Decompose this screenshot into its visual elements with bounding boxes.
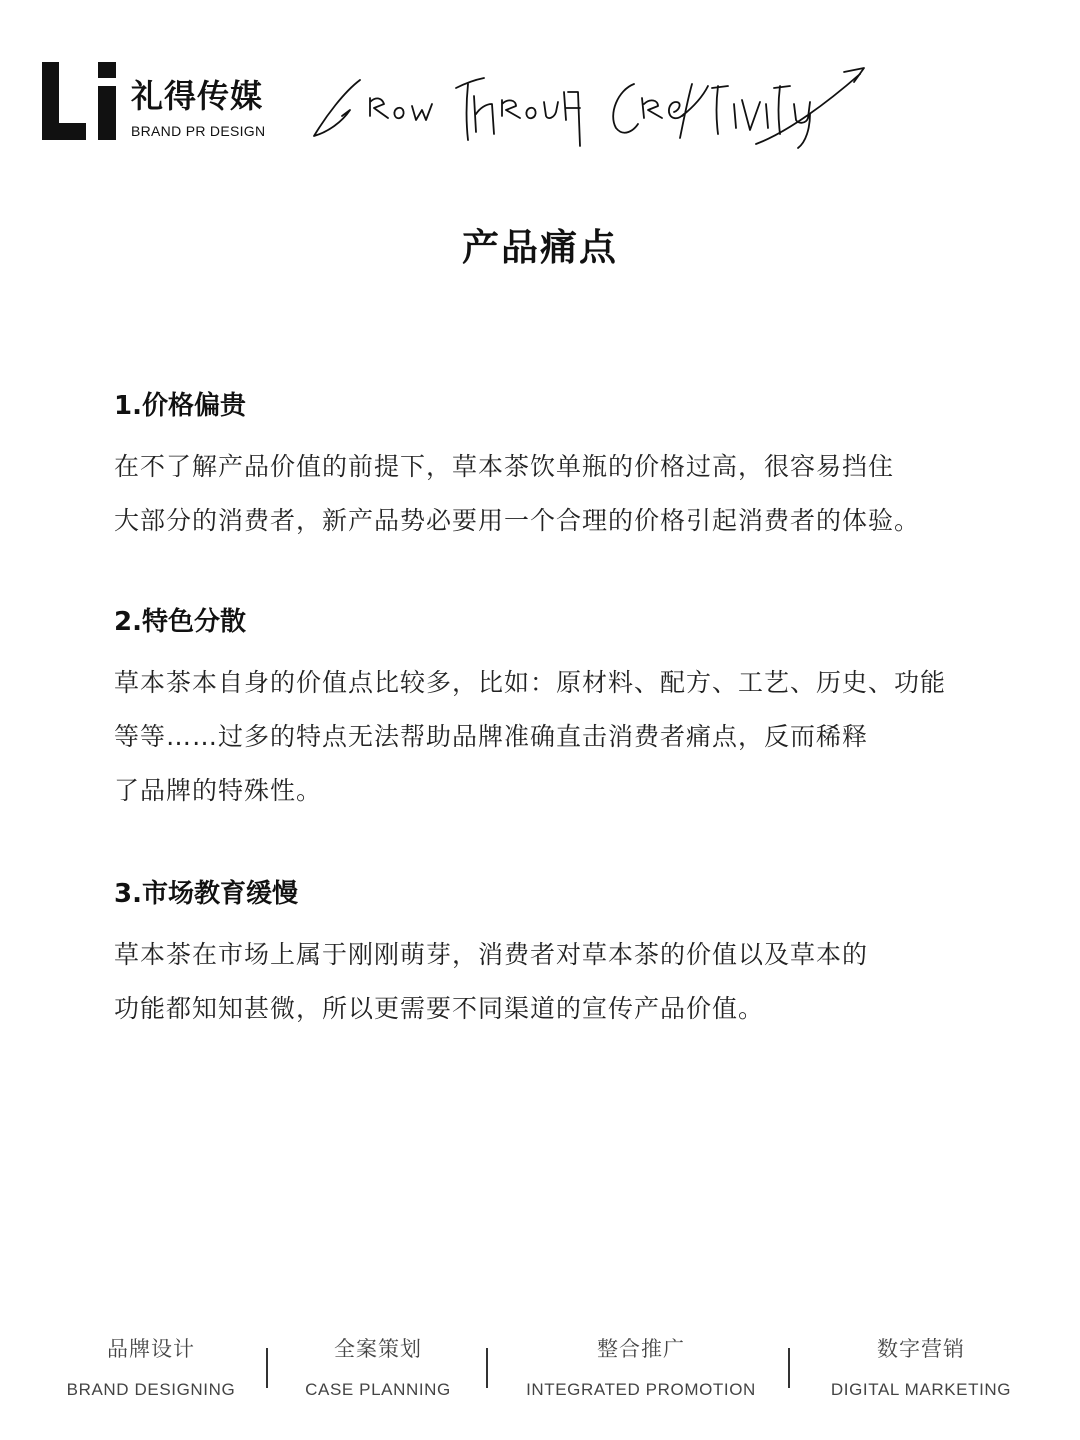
footer [0,1334,1080,1414]
section-heading: 2.特色分散 [114,607,246,637]
footer-divider [486,1348,488,1388]
footer-label-en: INTEGRATED PROMOTION [526,1380,756,1399]
section-body [114,928,974,1036]
footer-label-en: CASE PLANNING [305,1380,451,1399]
body-line: 等等……过多的特点无法帮助品牌准确直击消费者痛点，反而稀释 [114,722,869,751]
brand-name-cn: 礼得传媒 [131,77,264,115]
logo-li-icon [40,58,120,142]
footer-item-digital-marketing [816,1334,1026,1400]
body-line: 草本茶在市场上属于刚刚萌芽，消费者对草本茶的价值以及草本的 [114,940,869,969]
footer-item-integrated-promotion [516,1334,766,1400]
section-heading: 1.价格偏贵 [114,391,246,421]
brand-name-en: BRAND PR DESIGN [131,123,266,139]
footer-item-brand-designing [56,1334,246,1400]
body-line: 在不了解产品价值的前提下，草本茶饮单瓶的价格过高，很容易挡住 [114,452,895,481]
section-heading: 3.市场教育缓慢 [114,879,298,909]
pain-point-price [114,388,974,548]
pain-point-features [114,604,974,818]
handwritten-slogan-icon [308,58,878,158]
section-body [114,440,974,548]
footer-label-en: DIGITAL MARKETING [830,1380,1012,1399]
body-line: 大部分的消费者，新产品势必要用一个合理的价格引起消费者的体验。 [114,506,921,535]
footer-label-cn: 整合推广 [597,1337,685,1361]
footer-label-cn: 品牌设计 [107,1337,195,1361]
footer-label-cn: 全案策划 [334,1337,422,1361]
body-line: 了品牌的特殊性。 [114,776,323,805]
footer-label-cn: 数字营销 [877,1337,965,1361]
page-title: 产品痛点 [462,226,618,269]
footer-item-case-planning [292,1334,464,1400]
footer-divider [266,1348,268,1388]
footer-divider [788,1348,790,1388]
section-body [114,656,974,818]
footer-label-en: BRAND DESIGNING [66,1380,236,1399]
pain-point-market [114,876,974,1036]
body-line: 功能都知知甚微，所以更需要不同渠道的宣传产品价值。 [114,994,765,1023]
body-line: 草本茶本自身的价值点比较多，比如：原材料、配方、工艺、历史、功能 [114,668,947,697]
